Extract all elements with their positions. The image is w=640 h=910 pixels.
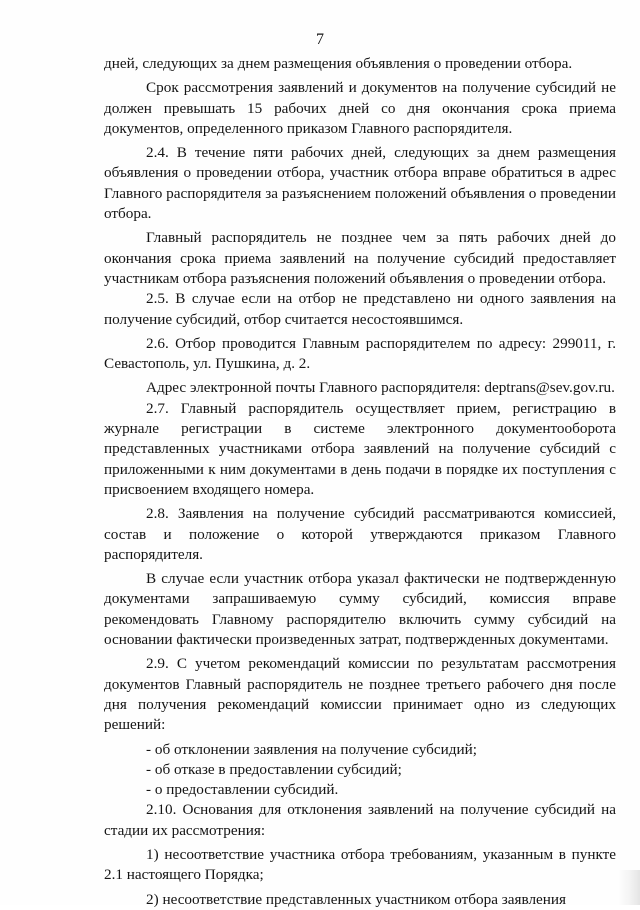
paragraph-email-address: Адрес электронной почты Главного распорядителя: deptrans@sev.gov.ru. (146, 379, 615, 397)
document-body (104, 54, 616, 910)
page-number: 7 (316, 31, 324, 48)
paragraph-2-9: 2.9. С учетом рекомендаций комиссии по результатам рассмотрения документов Главный распорядитель не позднее третьего рабочего дня после дня получения рекомендаций комиссии принимает одно из следующих решений: (104, 655, 616, 734)
paragraph-2-8: 2.8. Заявления на получение субсидий рассматриваются комиссией, состав и положение о которой утверждаются приказом Главного распорядителя. (104, 505, 616, 563)
list-item-ground-2: 2) несоответствие представленных участником отбора заявления (146, 890, 567, 908)
list-item-granting: - о предоставлении субсидий. (146, 781, 339, 799)
paragraph-2-7: 2.7. Главный распорядитель осуществляет прием, регистрацию в журнале регистрации в системе электронного документооборота представленных участниками отбора заявлений на получение субсидий с приложенными к ним документами в день подачи в порядке их поступления с присвоением входящего номера. (104, 399, 616, 498)
paragraph-unconfirmed-amount: В случае если участник отбора указал фактически не подтвержденную документами запрашиваемую сумму субсидий, комиссия вправе рекомендовать Главному распорядителю включить сумму субсидий на основании фактически произведенных затрат, подтвержденных документами. (104, 570, 616, 649)
scan-edge-shadow (618, 870, 640, 905)
paragraph-2-10: 2.10. Основания для отклонения заявлений на получение субсидий на стадии их рассмотрения: (104, 801, 616, 839)
list-item-rejection: - об отклонении заявления на получение субсидий; (146, 740, 477, 758)
paragraph-2-4: 2.4. В течение пяти рабочих дней, следующих за днем размещения объявления о проведении отбора, участник отбора вправе обратиться в адрес Главного распорядителя за разъяснением положений объявления о проведении отбора. (104, 144, 616, 223)
paragraph-continuation: дней, следующих за днем размещения объявления о проведении отбора. (104, 55, 573, 72)
list-item-refusal: - об отказе в предоставлении субсидий; (146, 760, 402, 778)
paragraph-2-5: 2.5. В случае если на отбор не представлено ни одного заявления на получение субсидий, отбор считается несостоявшимся. (104, 290, 616, 328)
list-item-ground-1: 1) несоответствие участника отбора требованиям, указанным в пункте 2.1 настоящего Порядка; (104, 845, 616, 884)
paragraph-clarifications: Главный распорядитель не позднее чем за пять рабочих дней до окончания срока приема заявлений на получение субсидий предоставляет участникам отбора разъяснения положений объявления о проведении отбора. (104, 229, 616, 287)
paragraph-2-6: 2.6. Отбор проводится Главным распорядителем по адресу: 299011, г. Севастополь, ул. Пушкина, д. 2. (104, 334, 616, 373)
paragraph-review-period: Срок рассмотрения заявлений и документов на получение субсидий не должен превышать 15 рабочих дней со дня окончания срока приема документов, определенного приказом Главного распорядителя. (104, 79, 616, 137)
